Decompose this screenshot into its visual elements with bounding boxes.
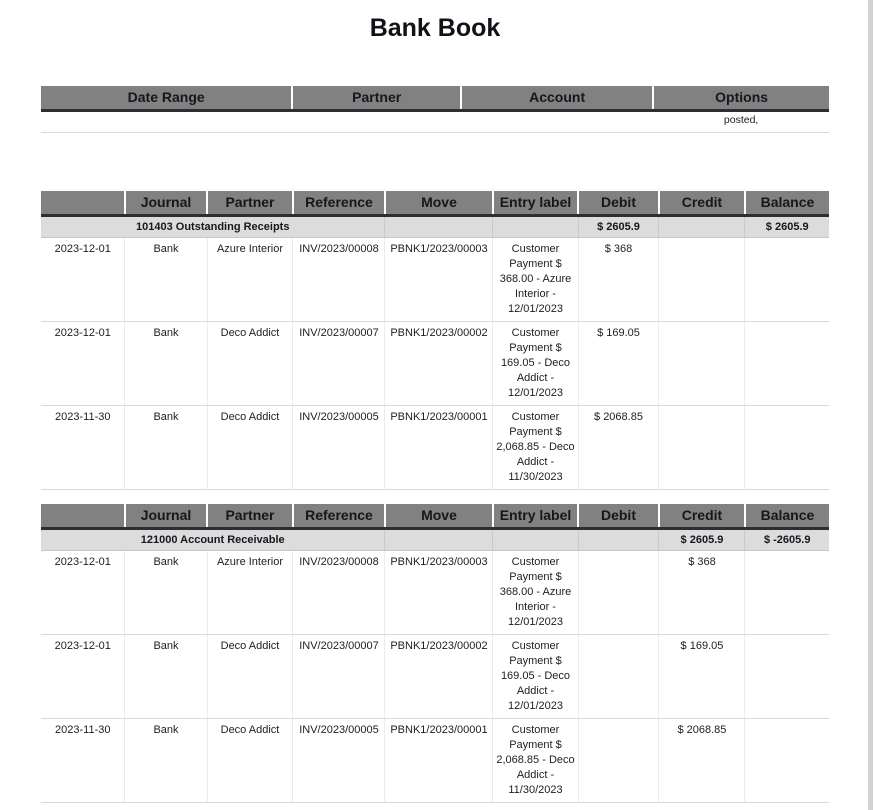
cell-journal: Bank — [125, 238, 207, 322]
cell-partner: Deco Addict — [207, 406, 293, 490]
cell-journal: Bank — [125, 635, 207, 719]
filter-column-header: Date Range — [41, 86, 292, 111]
account-section-row — [41, 529, 829, 551]
table-row — [41, 406, 829, 490]
ledger-column-header: Reference — [293, 191, 385, 216]
table-row — [41, 635, 829, 719]
cell-move: PBNK1/2023/00002 — [385, 635, 493, 719]
cell-balance — [745, 635, 829, 719]
section-balance-total: $ 2605.9 — [745, 216, 829, 238]
cell-balance — [745, 719, 829, 803]
cell-move: PBNK1/2023/00001 — [385, 406, 493, 490]
cell-balance — [745, 406, 829, 490]
ledger-header — [41, 504, 829, 529]
vertical-scrollbar[interactable] — [868, 0, 873, 810]
cell-partner: Azure Interior — [207, 551, 293, 635]
table-row — [41, 719, 829, 803]
table-row — [41, 322, 829, 406]
ledger-column-header: Partner — [207, 191, 293, 216]
cell-partner: Azure Interior — [207, 238, 293, 322]
ledger-column-header: Balance — [745, 191, 829, 216]
section-credit-total — [659, 216, 745, 238]
cell-reference: INV/2023/00008 — [293, 551, 385, 635]
cell-reference: INV/2023/00007 — [293, 322, 385, 406]
cell-date: 2023-11-30 — [41, 719, 125, 803]
cell-journal: Bank — [125, 551, 207, 635]
filter-table — [41, 86, 829, 133]
cell-balance — [745, 238, 829, 322]
table-row — [41, 238, 829, 322]
filter-value-account — [461, 111, 653, 133]
cell-debit: $ 368 — [578, 238, 659, 322]
cell-partner: Deco Addict — [207, 322, 293, 406]
cell-move: PBNK1/2023/00003 — [385, 551, 493, 635]
ledger-tables-container — [41, 191, 829, 803]
section-debit-total: $ 2605.9 — [578, 216, 659, 238]
cell-date: 2023-12-01 — [41, 635, 125, 719]
table-row — [41, 551, 829, 635]
cell-date: 2023-12-01 — [41, 322, 125, 406]
cell-date: 2023-11-30 — [41, 406, 125, 490]
section-credit-total: $ 2605.9 — [659, 529, 745, 551]
cell-journal: Bank — [125, 719, 207, 803]
account-section-label: 101403 Outstanding Receipts — [41, 216, 385, 238]
section-balance-total: $ -2605.9 — [745, 529, 829, 551]
cell-partner: Deco Addict — [207, 719, 293, 803]
cell-reference: INV/2023/00008 — [293, 238, 385, 322]
cell-date: 2023-12-01 — [41, 238, 125, 322]
ledger-column-header: Reference — [293, 504, 385, 529]
section-entry-label-cell — [493, 216, 578, 238]
cell-entry-label: Customer Payment $ 2,068.85 - Deco Addict - 11/30/2023 — [493, 406, 578, 490]
cell-entry-label: Customer Payment $ 368.00 - Azure Interior - 12/01/2023 — [493, 238, 578, 322]
cell-credit: $ 368 — [659, 551, 745, 635]
cell-credit: $ 2068.85 — [659, 719, 745, 803]
ledger-column-header — [41, 191, 125, 216]
ledger-body — [41, 529, 829, 803]
cell-entry-label: Customer Payment $ 368.00 - Azure Interior - 12/01/2023 — [493, 551, 578, 635]
cell-debit — [578, 551, 659, 635]
ledger-column-header: Partner — [207, 504, 293, 529]
ledger-column-header: Credit — [659, 504, 745, 529]
ledger-column-header: Entry label — [493, 504, 578, 529]
cell-move: PBNK1/2023/00002 — [385, 322, 493, 406]
cell-journal: Bank — [125, 322, 207, 406]
filter-values-row — [41, 111, 829, 133]
ledger-header-row — [41, 191, 829, 216]
cell-journal: Bank — [125, 406, 207, 490]
filter-value-options: posted, — [653, 111, 829, 133]
ledger-column-header: Move — [385, 191, 493, 216]
filter-column-header: Account — [461, 86, 653, 111]
section-move-cell — [385, 529, 493, 551]
account-section-row — [41, 216, 829, 238]
page-title: Bank Book — [369, 14, 501, 42]
account-section-label: 121000 Account Receivable — [41, 529, 385, 551]
ledger-column-header: Debit — [578, 191, 659, 216]
cell-entry-label: Customer Payment $ 169.05 - Deco Addict - 12/01/2023 — [493, 635, 578, 719]
cell-date: 2023-12-01 — [41, 551, 125, 635]
cell-debit — [578, 635, 659, 719]
section-move-cell — [385, 216, 493, 238]
ledger-body — [41, 216, 829, 490]
ledger-column-header: Entry label — [493, 191, 578, 216]
cell-credit — [659, 406, 745, 490]
cell-reference: INV/2023/00005 — [293, 719, 385, 803]
cell-balance — [745, 551, 829, 635]
cell-credit — [659, 238, 745, 322]
cell-debit: $ 2068.85 — [578, 406, 659, 490]
section-debit-total — [578, 529, 659, 551]
ledger-header — [41, 191, 829, 216]
filter-value-date-range — [41, 111, 292, 133]
bank-book-report — [41, 0, 829, 803]
ledger-column-header: Move — [385, 504, 493, 529]
cell-move: PBNK1/2023/00003 — [385, 238, 493, 322]
cell-debit — [578, 719, 659, 803]
cell-balance — [745, 322, 829, 406]
filter-header-row — [41, 86, 829, 111]
section-entry-label-cell — [493, 529, 578, 551]
ledger-column-header — [41, 504, 125, 529]
filter-column-header: Options — [653, 86, 829, 111]
ledger-table — [41, 504, 829, 803]
ledger-header-row — [41, 504, 829, 529]
cell-reference: INV/2023/00007 — [293, 635, 385, 719]
cell-entry-label: Customer Payment $ 169.05 - Deco Addict - 12/01/2023 — [493, 322, 578, 406]
ledger-column-header: Debit — [578, 504, 659, 529]
cell-reference: INV/2023/00005 — [293, 406, 385, 490]
cell-credit: $ 169.05 — [659, 635, 745, 719]
cell-debit: $ 169.05 — [578, 322, 659, 406]
ledger-table — [41, 191, 829, 490]
cell-move: PBNK1/2023/00001 — [385, 719, 493, 803]
cell-partner: Deco Addict — [207, 635, 293, 719]
ledger-column-header: Balance — [745, 504, 829, 529]
ledger-column-header: Journal — [125, 504, 207, 529]
filter-value-partner — [292, 111, 461, 133]
ledger-column-header: Credit — [659, 191, 745, 216]
filter-column-header: Partner — [292, 86, 461, 111]
cell-credit — [659, 322, 745, 406]
ledger-column-header: Journal — [125, 191, 207, 216]
cell-entry-label: Customer Payment $ 2,068.85 - Deco Addict - 11/30/2023 — [493, 719, 578, 803]
